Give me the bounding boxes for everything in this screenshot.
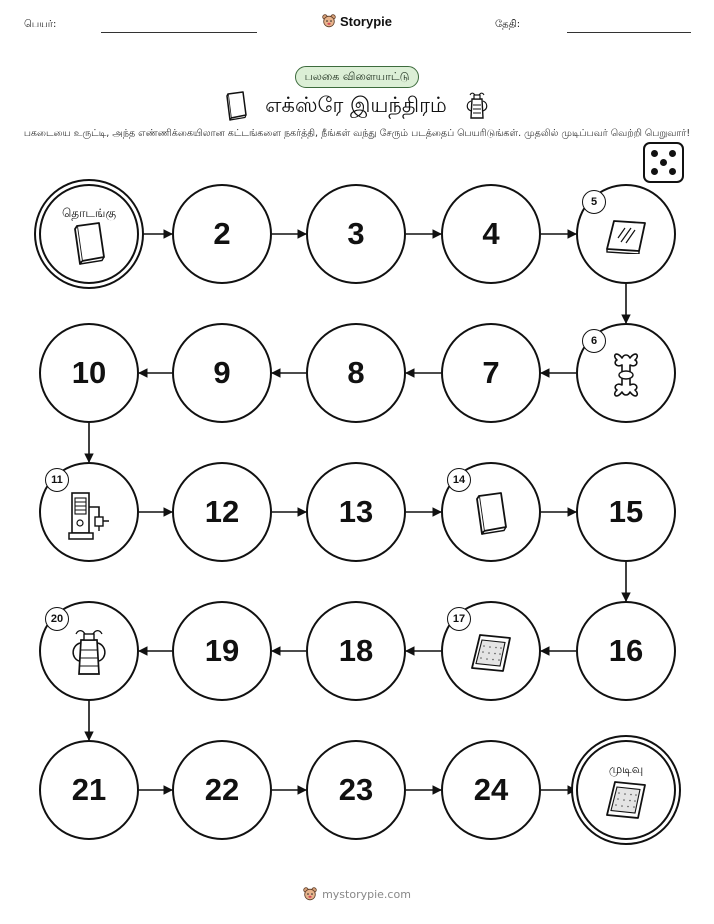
space-number: 24 [473,772,509,807]
water-jug-icon [67,628,111,682]
space-number: 19 [204,633,240,668]
instructions: பகடையை உருட்டி, அந்த எண்ணிக்கையிலான கட்டங்களை நகர்த்தி, நீங்கள் வந்து சேரும் படத்தைப் பெயரிடுங்கள். முதலில் முடிப்பவர் வெற்றி பெறுவார்! [23,128,691,139]
board-space-16[interactable] [576,601,676,701]
board-space-21[interactable] [39,740,139,840]
book-icon [471,492,511,540]
space-number: 18 [338,633,374,668]
name-label: பெயர்: [24,19,57,30]
space-number-badge: 14 [447,468,471,492]
bear-mascot-icon [303,887,317,902]
board-space-5[interactable] [576,184,676,284]
board-space-9[interactable] [172,323,272,423]
board-space-23[interactable] [306,740,406,840]
space-number: 9 [213,355,231,390]
board-space-7[interactable] [441,323,541,423]
board-space-10[interactable] [39,323,139,423]
board-space-4[interactable] [441,184,541,284]
board-space-22[interactable] [172,740,272,840]
board-space-19[interactable] [172,601,272,701]
footer [0,887,714,902]
board-space-11[interactable] [39,462,139,562]
space-number-badge: 11 [45,468,69,492]
brand-name: Storypie [339,14,392,29]
page-title: எக்ஸ்ரே இயந்திரம் [265,92,447,117]
finish-label: முடிவு [608,762,644,776]
space-number: 12 [204,494,240,529]
board-space-20[interactable] [39,601,139,701]
film-plate-icon [469,632,513,678]
footer-link[interactable]: mystorypie.com [322,888,411,901]
start-space[interactable] [39,184,139,284]
glass-plate-icon [604,218,648,258]
space-number-badge: 17 [447,607,471,631]
finish-space[interactable] [576,740,676,840]
space-number: 7 [482,355,500,390]
board-space-24[interactable] [441,740,541,840]
space-number: 2 [213,216,231,251]
space-number: 23 [338,772,374,807]
board-space-6[interactable] [576,323,676,423]
category-badge-label: பலகை விளையாட்டு [304,69,410,83]
board-space-18[interactable] [306,601,406,701]
board-space-8[interactable] [306,323,406,423]
space-number: 10 [71,355,107,390]
space-number-badge: 6 [582,329,606,353]
date-label: தேதி: [495,19,521,30]
board-space-2[interactable] [172,184,272,284]
start-label: தொடங்கு [61,206,117,220]
space-number: 16 [608,633,644,668]
space-number: 3 [347,216,365,251]
xray-machine-icon [65,487,113,545]
space-number: 21 [71,772,107,807]
board-space-14[interactable] [441,462,541,562]
board-space-13[interactable] [306,462,406,562]
space-number-badge: 20 [45,607,69,631]
bone-icon [612,349,640,405]
board-space-3[interactable] [306,184,406,284]
space-number-badge: 5 [582,190,606,214]
space-number: 15 [608,494,644,529]
space-number: 22 [204,772,240,807]
board-space-12[interactable] [172,462,272,562]
board-space-17[interactable] [441,601,541,701]
board-space-15[interactable] [576,462,676,562]
film-plate-icon [604,779,648,825]
book-icon [69,222,109,270]
space-number: 4 [482,216,500,251]
space-number: 8 [347,355,365,390]
space-number: 13 [338,494,374,529]
